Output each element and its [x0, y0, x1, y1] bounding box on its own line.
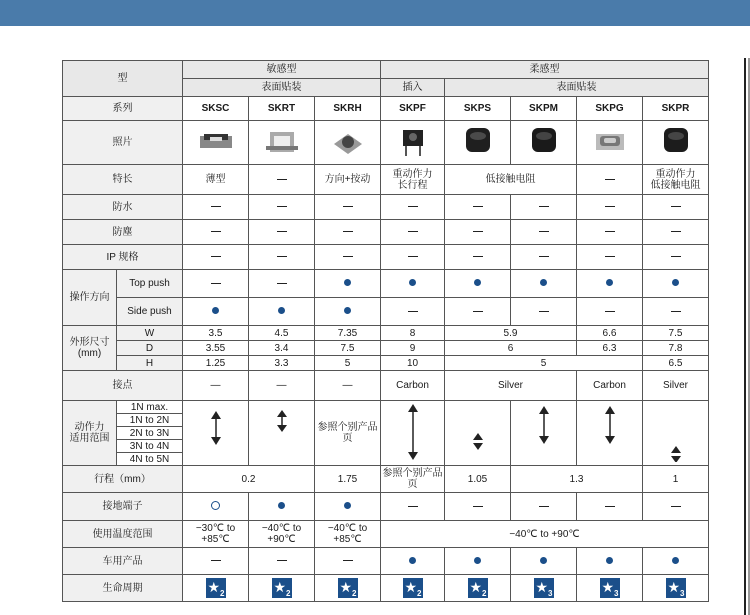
- ip-label: IP 规格: [63, 245, 183, 270]
- dash: [511, 195, 577, 220]
- dash: [381, 493, 445, 521]
- life-label: 生命周期: [63, 575, 183, 602]
- h-label: H: [117, 356, 183, 371]
- w-value: 6.6: [577, 326, 643, 341]
- yes-dot: [511, 270, 577, 298]
- product-photo: [381, 121, 445, 165]
- model-name: SKPG: [577, 97, 643, 121]
- dash: [183, 195, 249, 220]
- dash: [511, 298, 577, 326]
- yes-dot: [249, 298, 315, 326]
- d-value: 6.3: [577, 341, 643, 356]
- lifecycle-star-icon: ★ 3: [667, 579, 685, 598]
- dash: [577, 298, 643, 326]
- product-photo: [577, 121, 643, 165]
- force-range-arrow-icon: [468, 402, 488, 462]
- feature-cell: 方向+按动: [315, 165, 381, 195]
- force-range-cell: [511, 401, 577, 466]
- model-name: SKPS: [445, 97, 511, 121]
- contact-value: —: [315, 371, 381, 401]
- dash: [577, 493, 643, 521]
- dash: [643, 220, 709, 245]
- dash: [315, 245, 381, 270]
- force-label-line: 动作力: [74, 422, 105, 433]
- temp-value: −40℃ to +90℃: [381, 521, 709, 548]
- dash: [445, 493, 511, 521]
- force-range-cell: [183, 401, 249, 466]
- size-label-line: (mm): [77, 348, 102, 359]
- dash: [381, 298, 445, 326]
- feature-cell: [643, 165, 709, 195]
- feature-line: 长行程: [397, 179, 428, 191]
- lifecycle-star-icon: ★ 2: [207, 579, 225, 598]
- lifecycle-number: 2: [220, 589, 225, 598]
- force-range-cell: [643, 401, 709, 466]
- dash: [183, 220, 249, 245]
- dash: [315, 548, 381, 575]
- dash: [445, 195, 511, 220]
- force-level: 2N to 3N: [117, 427, 183, 440]
- product-photo: [183, 121, 249, 165]
- feature-cell: 低接触电阻: [445, 165, 577, 195]
- d-value: 9: [381, 341, 445, 356]
- dash: [249, 195, 315, 220]
- d-value: 7.8: [643, 341, 709, 356]
- lifecycle-number: 3: [614, 589, 619, 598]
- lifecycle-number: 3: [548, 589, 553, 598]
- optional-ring: [183, 493, 249, 521]
- ground-label: 接地端子: [63, 493, 183, 521]
- product-photo: [511, 121, 577, 165]
- contact-label: 接点: [63, 371, 183, 401]
- yes-dot: [381, 548, 445, 575]
- force-see-page: 参照个别产品页: [315, 401, 381, 466]
- w-label: W: [117, 326, 183, 341]
- group-soft: 柔感型: [381, 61, 709, 79]
- product-photo: [643, 121, 709, 165]
- mount-insert: 插入: [381, 79, 445, 97]
- product-spec-table: [62, 60, 709, 602]
- dash: [511, 245, 577, 270]
- dash: [249, 270, 315, 298]
- product-photo: [315, 121, 381, 165]
- header-bar: [0, 0, 750, 26]
- lifecycle-number: 2: [286, 589, 291, 598]
- lifecycle-cell: [183, 575, 249, 602]
- force-range-cell: [381, 401, 445, 466]
- contact-value: Carbon: [381, 371, 445, 401]
- yes-dot: [643, 270, 709, 298]
- force-range-cell: [445, 401, 511, 466]
- yes-dot: [577, 270, 643, 298]
- contact-value: Silver: [445, 371, 577, 401]
- h-value: 6.5: [643, 356, 709, 371]
- d-label: D: [117, 341, 183, 356]
- stroke-value: 0.2: [183, 466, 315, 493]
- series-label: 系列: [63, 97, 183, 121]
- dash: [577, 220, 643, 245]
- dash: [183, 548, 249, 575]
- lifecycle-cell: [577, 575, 643, 602]
- d-value: 3.4: [249, 341, 315, 356]
- yes-dot: [315, 270, 381, 298]
- lifecycle-star-icon: ★ 2: [404, 579, 422, 598]
- model-name: SKRH: [315, 97, 381, 121]
- d-value: 7.5: [315, 341, 381, 356]
- w-value: 5.9: [445, 326, 577, 341]
- force-range-arrow-icon: [600, 402, 620, 462]
- yes-dot: [445, 270, 511, 298]
- dash: [643, 245, 709, 270]
- dash: [577, 245, 643, 270]
- temp-value: −40℃ to +90℃: [249, 521, 315, 548]
- w-value: 7.5: [643, 326, 709, 341]
- dash: [445, 220, 511, 245]
- product-photo: [445, 121, 511, 165]
- size-label: [63, 326, 117, 371]
- lifecycle-star-icon: ★ 2: [273, 579, 291, 598]
- yes-dot: [381, 270, 445, 298]
- size-label-line: 外形尺寸: [69, 337, 110, 348]
- w-value: 4.5: [249, 326, 315, 341]
- model-name: SKPF: [381, 97, 445, 121]
- yes-dot: [643, 548, 709, 575]
- dash: [381, 220, 445, 245]
- force-level: 3N to 4N: [117, 440, 183, 453]
- h-value: 1.25: [183, 356, 249, 371]
- dash: [643, 195, 709, 220]
- feature-cell: [249, 165, 315, 195]
- force-level: 1N to 2N: [117, 414, 183, 427]
- yes-dot: [249, 493, 315, 521]
- side-push-label: Side push: [117, 298, 183, 326]
- d-value: 3.55: [183, 341, 249, 356]
- product-photo: [249, 121, 315, 165]
- stroke-label: 行程（mm）: [63, 466, 183, 493]
- direction-label: 操作方向: [63, 270, 117, 326]
- lifecycle-cell: [643, 575, 709, 602]
- yes-dot: [577, 548, 643, 575]
- model-name: SKRT: [249, 97, 315, 121]
- h-value: 5: [315, 356, 381, 371]
- d-value: 6: [445, 341, 577, 356]
- mount-surface: 表面贴装: [183, 79, 381, 97]
- lifecycle-number: 2: [417, 589, 422, 598]
- yes-dot: [315, 493, 381, 521]
- model-name: SKPM: [511, 97, 577, 121]
- yes-dot: [445, 548, 511, 575]
- force-range-cell: [249, 401, 315, 466]
- force-range-arrow-icon: [206, 407, 226, 457]
- dash: [183, 245, 249, 270]
- force-label-line: 适用范围: [69, 433, 110, 444]
- force-range-arrow-icon: [272, 407, 292, 457]
- divider: [744, 58, 746, 615]
- model-name: SKSC: [183, 97, 249, 121]
- lifecycle-star-icon: ★ 2: [339, 579, 357, 598]
- stroke-value: 1.75: [315, 466, 381, 493]
- dash: [511, 220, 577, 245]
- stroke-value: 1: [643, 466, 709, 493]
- dash: [643, 493, 709, 521]
- dash: [249, 548, 315, 575]
- h-value: 3.3: [249, 356, 315, 371]
- feature-cell: [381, 165, 445, 195]
- stroke-value: 参照个别产品页: [381, 466, 445, 493]
- force-range-arrow-icon: [666, 402, 686, 462]
- yes-dot: [183, 298, 249, 326]
- feature-line: 低接触电阻: [650, 179, 701, 191]
- top-push-label: Top push: [117, 270, 183, 298]
- lifecycle-cell: [249, 575, 315, 602]
- w-value: 8: [381, 326, 445, 341]
- feature-cell: 薄型: [183, 165, 249, 195]
- dash: [315, 195, 381, 220]
- model-name: SKPR: [643, 97, 709, 121]
- group-sensitive: 敏感型: [183, 61, 381, 79]
- dash: [315, 220, 381, 245]
- yes-dot: [511, 548, 577, 575]
- dash: [511, 493, 577, 521]
- type-header: 型: [63, 61, 183, 97]
- lifecycle-number: 2: [352, 589, 357, 598]
- dash: [381, 245, 445, 270]
- contact-value: Carbon: [577, 371, 643, 401]
- dash: [445, 298, 511, 326]
- dash: [249, 245, 315, 270]
- stroke-value: 1.05: [445, 466, 511, 493]
- temp-value: −30℃ to +85℃: [183, 521, 249, 548]
- stroke-value: 1.3: [511, 466, 643, 493]
- auto-label: 车用产品: [63, 548, 183, 575]
- force-level: 4N to 5N: [117, 453, 183, 466]
- waterproof-label: 防水: [63, 195, 183, 220]
- feature-cell: [577, 165, 643, 195]
- lifecycle-number: 2: [482, 589, 487, 598]
- dash: [249, 220, 315, 245]
- w-value: 3.5: [183, 326, 249, 341]
- lifecycle-cell: [445, 575, 511, 602]
- temp-label: 使用温度范围: [63, 521, 183, 548]
- force-label: [63, 401, 117, 466]
- temp-value: −40℃ to +85℃: [315, 521, 381, 548]
- photo-label: 照片: [63, 121, 183, 165]
- lifecycle-star-icon: ★ 3: [535, 579, 553, 598]
- mount-surface: 表面贴装: [445, 79, 709, 97]
- contact-value: —: [249, 371, 315, 401]
- lifecycle-cell: [315, 575, 381, 602]
- yes-dot: [315, 298, 381, 326]
- lifecycle-star-icon: ★ 2: [469, 579, 487, 598]
- lifecycle-number: 3: [680, 589, 685, 598]
- feature-line: 重动作力: [655, 168, 696, 180]
- force-level: 1N max.: [117, 401, 183, 414]
- contact-value: Silver: [643, 371, 709, 401]
- contact-value: —: [183, 371, 249, 401]
- force-range-arrow-icon: [534, 402, 554, 462]
- dash: [381, 195, 445, 220]
- dash: [577, 195, 643, 220]
- dustproof-label: 防塵: [63, 220, 183, 245]
- dash: [445, 245, 511, 270]
- dash: [643, 298, 709, 326]
- lifecycle-star-icon: ★ 3: [601, 579, 619, 598]
- lifecycle-cell: [381, 575, 445, 602]
- w-value: 7.35: [315, 326, 381, 341]
- force-range-arrow-icon: [403, 402, 423, 462]
- dash: [183, 270, 249, 298]
- h-value: 5: [445, 356, 643, 371]
- lifecycle-cell: [511, 575, 577, 602]
- feature-label: 特长: [63, 165, 183, 195]
- feature-line: 重动作力: [392, 168, 433, 180]
- h-value: 10: [381, 356, 445, 371]
- force-range-cell: [577, 401, 643, 466]
